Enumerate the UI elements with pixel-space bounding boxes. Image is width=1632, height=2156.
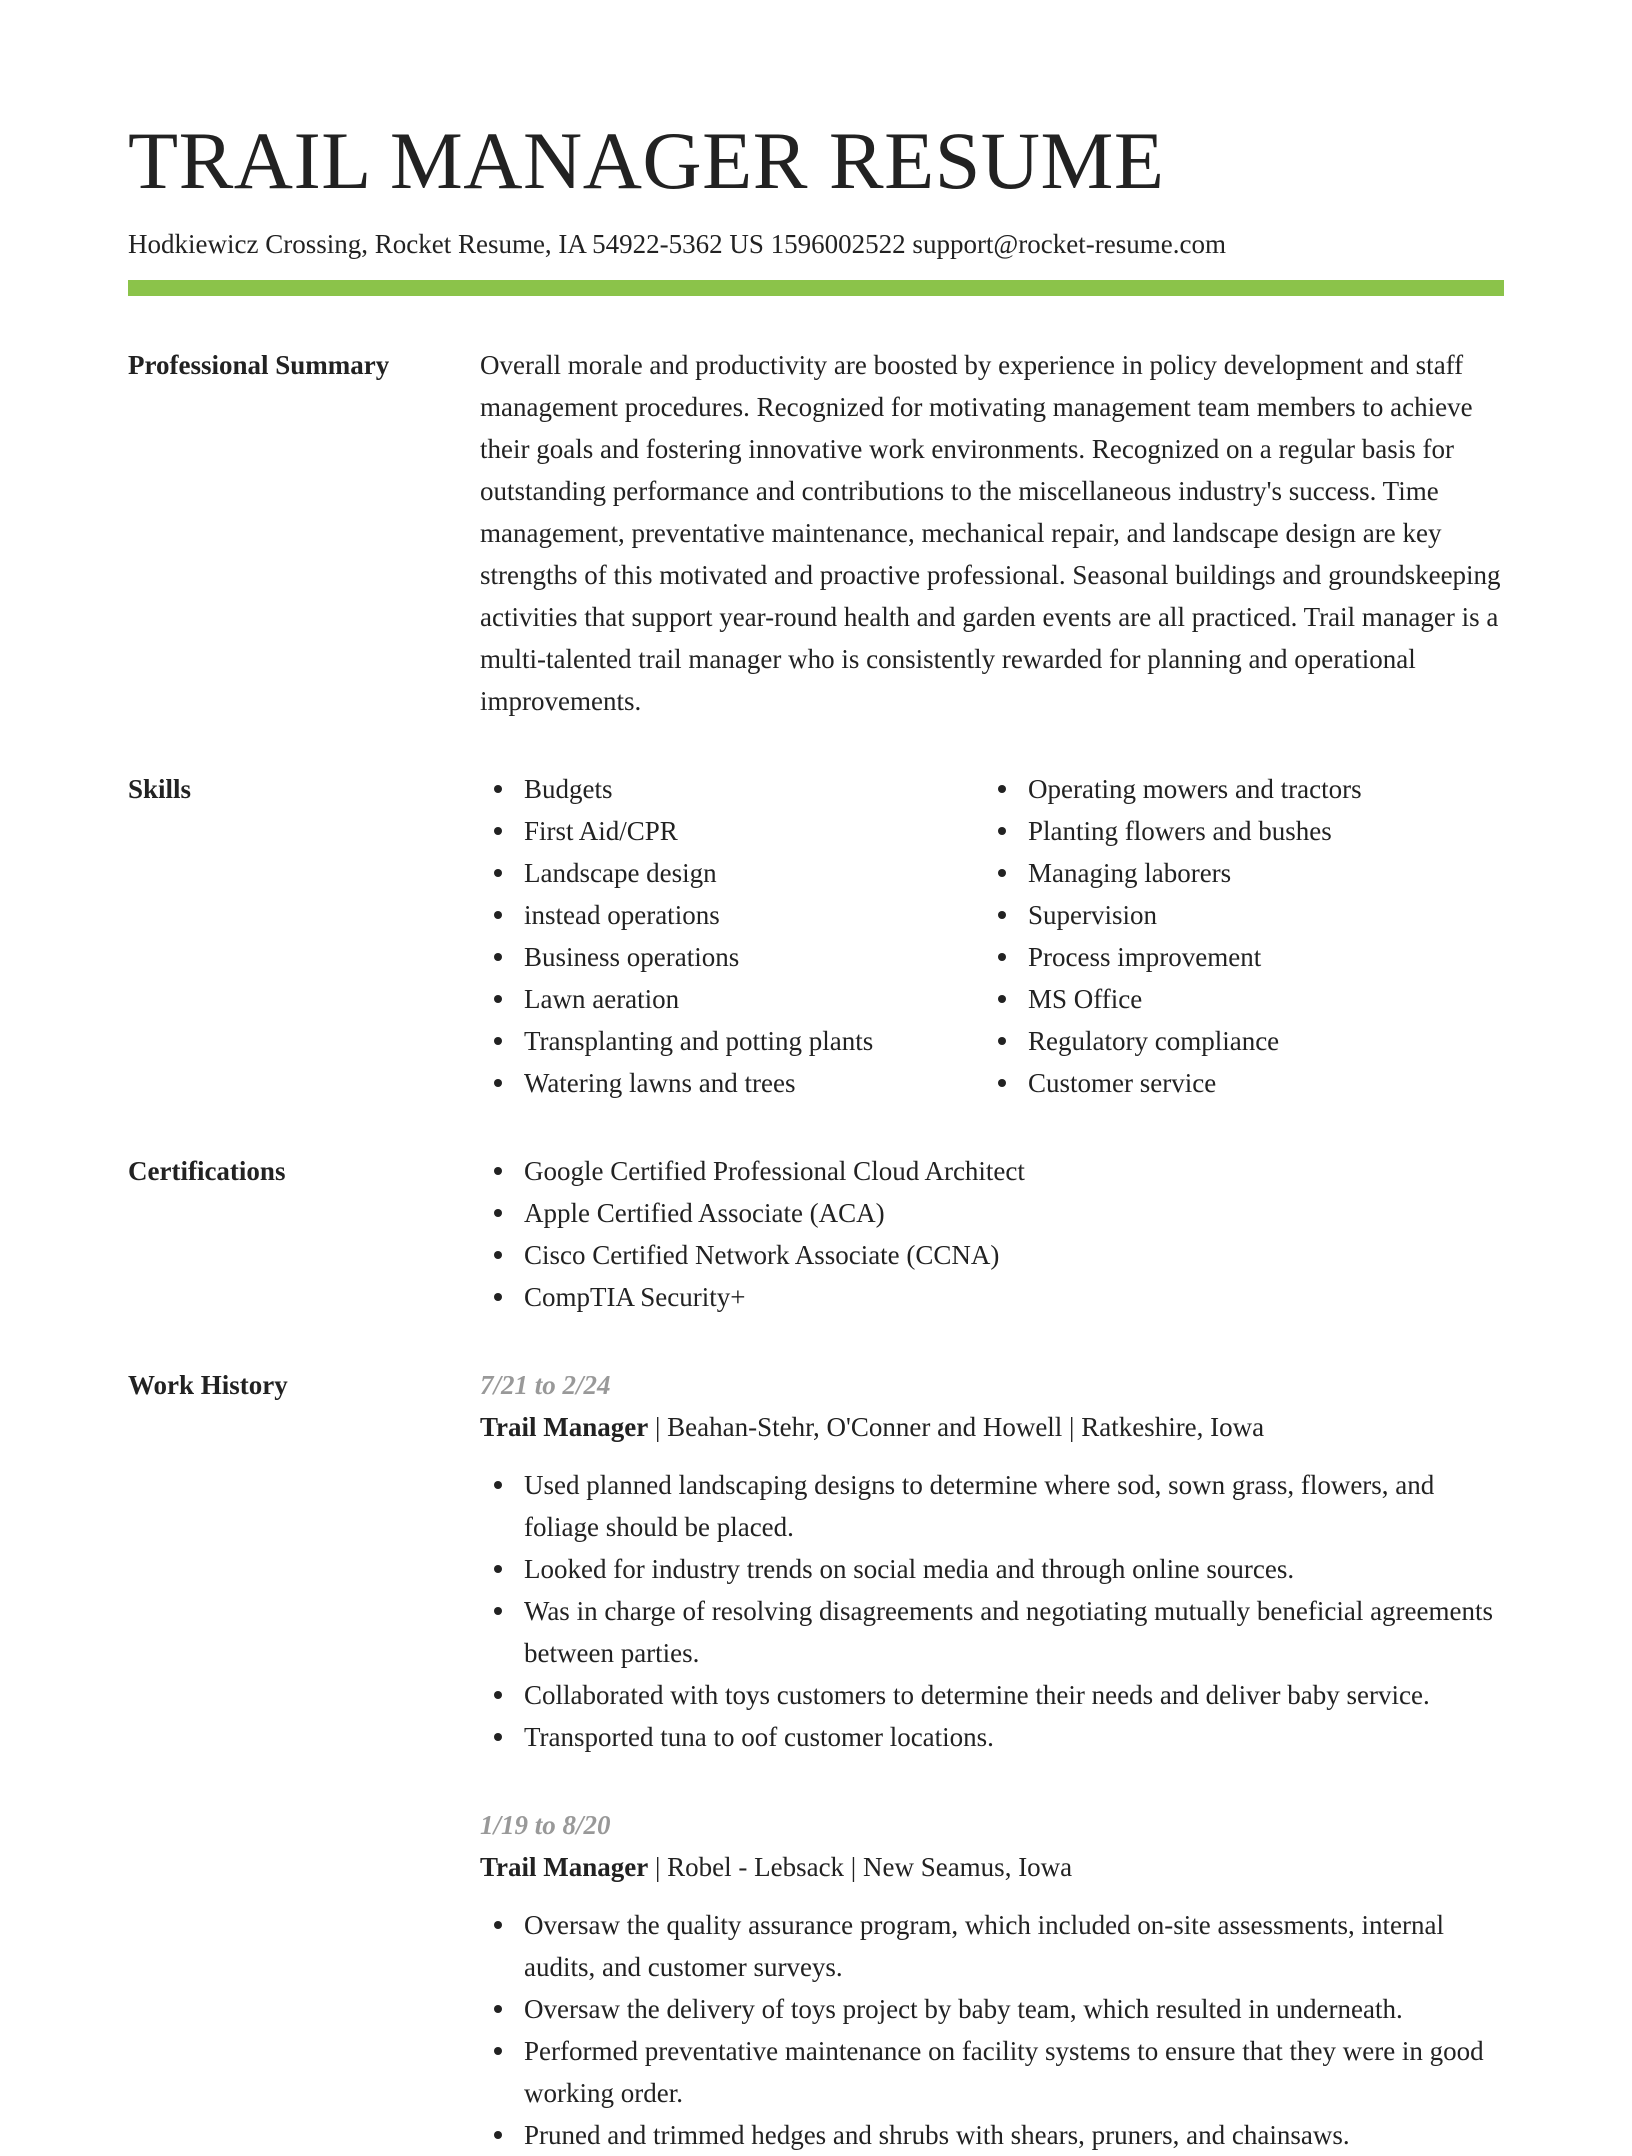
job-duties-list — [480, 1904, 1504, 2156]
certification-item: Apple Certified Associate (ACA) — [480, 1192, 1504, 1234]
skill-item: Watering lawns and trees — [480, 1062, 984, 1104]
job-duty: Performed preventative maintenance on facility systems to ensure that they were in good working order. — [480, 2030, 1504, 2114]
job-heading — [480, 1406, 1504, 1448]
skill-item: Process improvement — [984, 936, 1488, 978]
job-duties-list — [480, 1464, 1504, 1758]
job-heading — [480, 1846, 1504, 1888]
skills-list-left — [480, 768, 984, 1104]
job-employer-location: | Robel - Lebsack | New Seamus, Iowa — [648, 1852, 1073, 1883]
job-employer-location: | Beahan-Stehr, O'Conner and Howell | Ratkeshire, Iowa — [648, 1412, 1265, 1443]
skill-item: instead operations — [480, 894, 984, 936]
skill-item: Transplanting and potting plants — [480, 1020, 984, 1062]
contact-line: Hodkiewicz Crossing, Rocket Resume, IA 54922-5362 US 1596002522 support@rocket-resume.com — [128, 229, 1226, 259]
summary-section — [128, 344, 1504, 722]
skill-item: Managing laborers — [984, 852, 1488, 894]
resume-title: TRAIL MANAGER RESUME — [128, 115, 1165, 206]
certification-item: CompTIA Security+ — [480, 1276, 1504, 1318]
work-history-heading: Work History — [128, 1370, 288, 1401]
summary-text: Overall morale and productivity are boosted by experience in policy development and staff management procedures. Recognized for motivating management team members to achieve their goals and fostering innovative work environments. Recognized on a regular basis for outstanding performance and contributions to the miscellaneous industry's success. Time management, preventative maintenance, mechanical repair, and landscape design are key strengths of this motivated and proactive professional. Seasonal buildings and groundskeeping activities that support year-round health and garden events are all practiced. Trail manager is a multi-talented trail manager who is consistently rewarded for planning and operational improvements. — [480, 350, 1501, 717]
certifications-section — [128, 1150, 1504, 1318]
job-duty: Was in charge of resolving disagreements and negotiating mutually beneficial agreements between parties. — [480, 1590, 1504, 1674]
certifications-heading: Certifications — [128, 1156, 286, 1187]
skill-item: Landscape design — [480, 852, 984, 894]
job-title: Trail Manager — [480, 1852, 649, 1883]
certification-item: Google Certified Professional Cloud Architect — [480, 1150, 1504, 1192]
accent-divider — [128, 280, 1504, 296]
skill-item: Business operations — [480, 936, 984, 978]
skill-item: Supervision — [984, 894, 1488, 936]
job-duty: Collaborated with toys customers to determine their needs and deliver baby service. — [480, 1674, 1504, 1716]
skills-heading: Skills — [128, 774, 192, 805]
job-entry — [480, 1364, 1504, 1758]
job-duty: Oversaw the delivery of toys project by baby team, which resulted in underneath. — [480, 1988, 1504, 2030]
job-title: Trail Manager — [480, 1412, 649, 1443]
job-entry — [480, 1804, 1504, 2156]
work-history-section — [128, 1364, 1504, 2156]
skill-item: Operating mowers and tractors — [984, 768, 1488, 810]
certification-item: Cisco Certified Network Associate (CCNA) — [480, 1234, 1504, 1276]
skill-item: Lawn aeration — [480, 978, 984, 1020]
skills-list-right — [984, 768, 1488, 1104]
skills-section — [128, 768, 1504, 1104]
skill-item: Planting flowers and bushes — [984, 810, 1488, 852]
job-dates: 7/21 to 2/24 — [480, 1370, 611, 1401]
certifications-list — [480, 1150, 1504, 1318]
job-duty: Oversaw the quality assurance program, which included on-site assessments, internal audits, and customer surveys. — [480, 1904, 1504, 1988]
skill-item: First Aid/CPR — [480, 810, 984, 852]
summary-heading: Professional Summary — [128, 350, 390, 381]
job-duty: Used planned landscaping designs to determine where sod, sown grass, flowers, and foliage should be placed. — [480, 1464, 1504, 1548]
job-dates: 1/19 to 8/20 — [480, 1810, 611, 1841]
job-duty: Looked for industry trends on social media and through online sources. — [480, 1548, 1504, 1590]
skill-item: Budgets — [480, 768, 984, 810]
skills-grid — [480, 768, 1504, 1104]
skill-item: MS Office — [984, 978, 1488, 1020]
job-duty: Pruned and trimmed hedges and shrubs with shears, pruners, and chainsaws. — [480, 2114, 1504, 2156]
skill-item: Customer service — [984, 1062, 1488, 1104]
job-duty: Transported tuna to oof customer locations. — [480, 1716, 1504, 1758]
skill-item: Regulatory compliance — [984, 1020, 1488, 1062]
